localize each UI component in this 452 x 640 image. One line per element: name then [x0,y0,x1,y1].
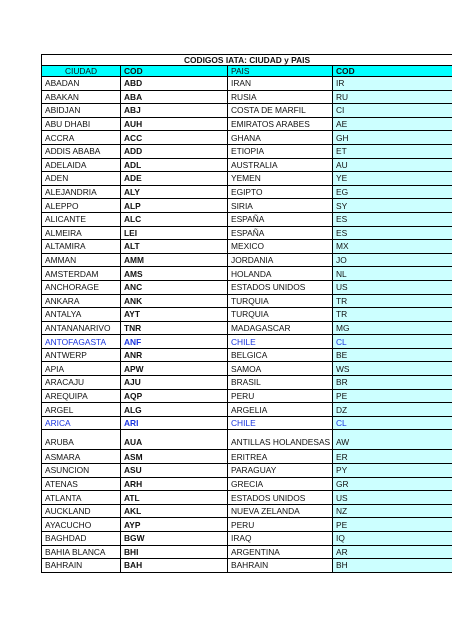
cell-city-code: ADE [121,172,228,186]
cell-city-code: ARI [121,416,228,430]
cell-country-code: NL [333,267,452,281]
table-row [42,362,452,376]
cell-country: ESTADOS UNIDOS [228,280,333,294]
table-row [42,144,452,158]
cell-country: HOLANDA [228,267,333,281]
cell-country-code: TR [333,294,452,308]
cell-city: ABADAN [42,77,121,91]
cell-country-code: YE [333,172,452,186]
cell-country: JORDANIA [228,253,333,267]
cell-city: AUCKLAND [42,504,121,518]
cell-city: ANTWERP [42,348,121,362]
table-row [42,491,452,505]
cell-city: ATENAS [42,477,121,491]
cell-country: ESPAÑA [228,226,333,240]
cell-country-code: AR [333,545,452,559]
table-row [42,158,452,172]
table-row [42,335,452,349]
cell-city: ATLANTA [42,491,121,505]
table-row [42,131,452,145]
cell-country-code: WS [333,362,452,376]
table-title: CODIGOS IATA: CIUDAD y PAIS [42,55,452,66]
cell-country-code: PE [333,389,452,403]
cell-city-code: ALP [121,199,228,213]
table-row [42,477,452,491]
cell-country: BRASIL [228,376,333,390]
cell-country: TURQUIA [228,294,333,308]
table-row [42,199,452,213]
cell-country-code: DZ [333,403,452,417]
header-country: PAIS [228,66,333,77]
cell-country: BAHRAIN [228,559,333,573]
cell-country: CHILE [228,335,333,349]
cell-city: ACCRA [42,131,121,145]
cell-city: ALMEIRA [42,226,121,240]
table-row [42,545,452,559]
cell-city-code: ARH [121,477,228,491]
cell-country: NUEVA ZELANDA [228,504,333,518]
header-country-code: COD [333,66,452,77]
cell-city-code: ALY [121,185,228,199]
cell-city: APIA [42,362,121,376]
table-row [42,117,452,131]
cell-city-code: AQP [121,389,228,403]
cell-city-code: ASU [121,464,228,478]
cell-country-code: MG [333,321,452,335]
table-row [42,267,452,281]
cell-country-code: AU [333,158,452,172]
table-row [42,77,452,91]
cell-country: COSTA DE MARFIL [228,104,333,118]
cell-city: ANKARA [42,294,121,308]
cell-city-code: AUH [121,117,228,131]
cell-country-code: US [333,280,452,294]
cell-country-code: TR [333,308,452,322]
cell-city: ALEPPO [42,199,121,213]
cell-city-code: ANF [121,335,228,349]
cell-city-code: BAH [121,559,228,573]
cell-city-code: AMM [121,253,228,267]
table-row [42,240,452,254]
cell-country: PERU [228,518,333,532]
cell-country: PERU [228,389,333,403]
header-city-code: COD [121,66,228,77]
cell-country: IRAN [228,77,333,91]
table-body [42,77,452,573]
cell-city: ARACAJU [42,376,121,390]
cell-city: ASUNCION [42,464,121,478]
cell-country: BELGICA [228,348,333,362]
cell-city: ALEJANDRIA [42,185,121,199]
table-row [42,450,452,464]
cell-city-code: ALG [121,403,228,417]
cell-country: MADAGASCAR [228,321,333,335]
cell-city-code: ABJ [121,104,228,118]
table-row [42,308,452,322]
iata-codes-sheet [41,54,452,573]
cell-country-code: PE [333,518,452,532]
cell-country: PARAGUAY [228,464,333,478]
cell-city-code: AMS [121,267,228,281]
table-row [42,172,452,186]
cell-city-code: BHI [121,545,228,559]
cell-city-code: ANK [121,294,228,308]
cell-city-code: ANC [121,280,228,294]
cell-city-code: ALT [121,240,228,254]
cell-country: AUSTRALIA [228,158,333,172]
cell-country-code: ET [333,144,452,158]
cell-country: ETIOPIA [228,144,333,158]
header-city: CIUDAD [42,66,121,77]
iata-codes-table [41,54,452,573]
table-row [42,559,452,573]
cell-city: ANTALYA [42,308,121,322]
cell-city-code: ADD [121,144,228,158]
table-row [42,253,452,267]
cell-city: ARICA [42,416,121,430]
cell-country-code: JO [333,253,452,267]
cell-country: EGIPTO [228,185,333,199]
cell-city: ASMARA [42,450,121,464]
cell-city-code: AKL [121,504,228,518]
cell-city: ADEN [42,172,121,186]
cell-city: ABIDJAN [42,104,121,118]
cell-city-code: ALC [121,212,228,226]
cell-country: GHANA [228,131,333,145]
table-row [42,348,452,362]
cell-city-code: ADL [121,158,228,172]
cell-city-code: APW [121,362,228,376]
table-row [42,321,452,335]
column-header-row [42,66,452,77]
cell-city-code: TNR [121,321,228,335]
table-row [42,104,452,118]
cell-city: ARUBA [42,430,121,450]
table-row [42,403,452,417]
cell-country-code: ES [333,212,452,226]
cell-city-code: ABA [121,90,228,104]
cell-city-code: ATL [121,491,228,505]
cell-country: ANTILLAS HOLANDESAS [228,430,333,450]
cell-city-code: AJU [121,376,228,390]
cell-country-code: PY [333,464,452,478]
cell-country-code: CI [333,104,452,118]
cell-country: MEXICO [228,240,333,254]
table-row [42,90,452,104]
cell-city: ABAKAN [42,90,121,104]
cell-country-code: GH [333,131,452,145]
cell-city-code: ASM [121,450,228,464]
cell-country: RUSIA [228,90,333,104]
cell-country-code: EG [333,185,452,199]
table-row [42,212,452,226]
cell-country-code: AE [333,117,452,131]
cell-city: ADELAIDA [42,158,121,172]
cell-country: ESPAÑA [228,212,333,226]
cell-country-code: AW [333,430,452,450]
cell-country: ESTADOS UNIDOS [228,491,333,505]
cell-country-code: BH [333,559,452,573]
cell-country-code: IQ [333,532,452,546]
table-row [42,532,452,546]
table-row [42,294,452,308]
cell-city: ALTAMIRA [42,240,121,254]
table-title-row [42,55,452,66]
cell-city: ANTOFAGASTA [42,335,121,349]
cell-country-code: CL [333,416,452,430]
cell-city: AYACUCHO [42,518,121,532]
cell-country-code: SY [333,199,452,213]
cell-city: AMSTERDAM [42,267,121,281]
cell-city-code: ABD [121,77,228,91]
cell-country-code: NZ [333,504,452,518]
cell-country-code: RU [333,90,452,104]
cell-country-code: ES [333,226,452,240]
table-row [42,376,452,390]
table-row [42,226,452,240]
cell-country: ERITREA [228,450,333,464]
table-row [42,280,452,294]
table-row [42,430,452,450]
cell-country-code: US [333,491,452,505]
cell-country-code: CL [333,335,452,349]
cell-country: ARGELIA [228,403,333,417]
cell-country: ARGENTINA [228,545,333,559]
table-row [42,504,452,518]
cell-city: ADDIS ABABA [42,144,121,158]
cell-country-code: BR [333,376,452,390]
cell-country: TURQUIA [228,308,333,322]
cell-city: AMMAN [42,253,121,267]
cell-city-code: AYT [121,308,228,322]
cell-country: GRECIA [228,477,333,491]
cell-country: CHILE [228,416,333,430]
cell-country-code: GR [333,477,452,491]
cell-city: BAGHDAD [42,532,121,546]
cell-country: SAMOA [228,362,333,376]
cell-city-code: AYP [121,518,228,532]
cell-city: ANTANANARIVO [42,321,121,335]
cell-country-code: IR [333,77,452,91]
cell-city: ALICANTE [42,212,121,226]
cell-city-code: AUA [121,430,228,450]
cell-country: IRAQ [228,532,333,546]
cell-city: BAHIA BLANCA [42,545,121,559]
cell-country: EMIRATOS ARABES [228,117,333,131]
cell-city: ARGEL [42,403,121,417]
cell-city-code: BGW [121,532,228,546]
table-row [42,389,452,403]
cell-city: AREQUIPA [42,389,121,403]
cell-country: SIRIA [228,199,333,213]
table-row [42,416,452,430]
cell-country-code: BE [333,348,452,362]
cell-city: BAHRAIN [42,559,121,573]
cell-city-code: ANR [121,348,228,362]
cell-city: ANCHORAGE [42,280,121,294]
cell-city: ABU DHABI [42,117,121,131]
cell-city-code: LEI [121,226,228,240]
cell-country-code: ER [333,450,452,464]
table-row [42,518,452,532]
table-row [42,464,452,478]
cell-city-code: ACC [121,131,228,145]
table-row [42,185,452,199]
cell-country-code: MX [333,240,452,254]
cell-country: YEMEN [228,172,333,186]
